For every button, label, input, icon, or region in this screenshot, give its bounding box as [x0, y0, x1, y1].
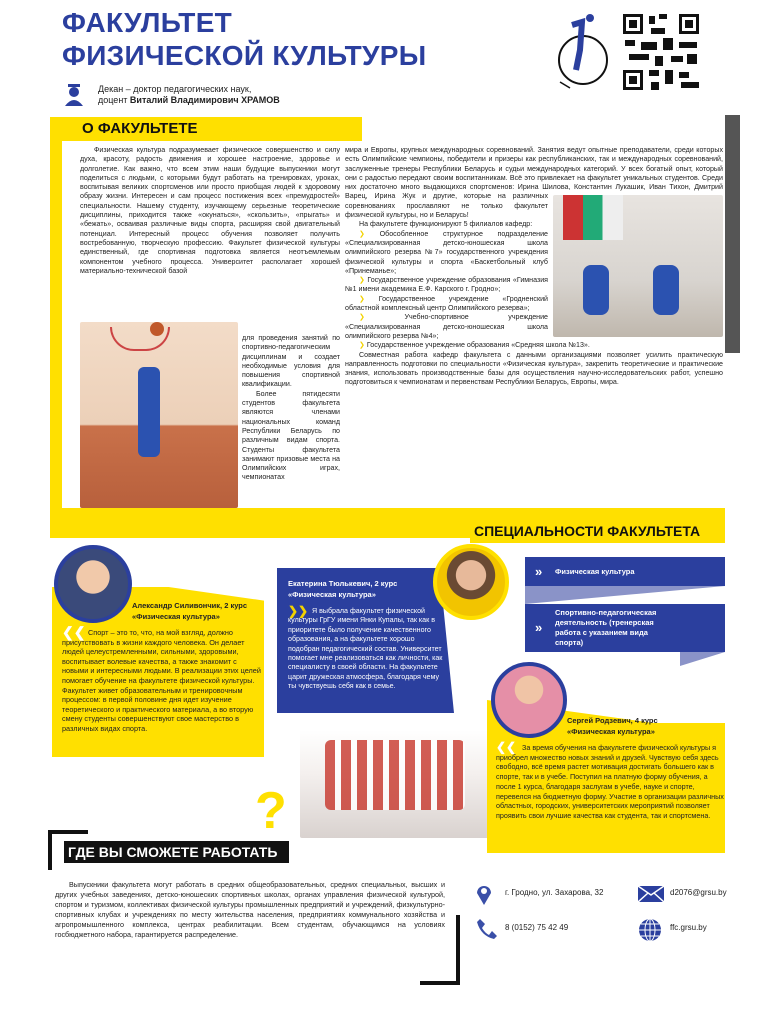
- about-col2: мира и Европы, крупных международных соревнований. Занятия ведут опытные преподаватели, среди которых есть Олимпийские чемпионы, победители и призеры как республиканских, так и международных соревнований, заслуженные тренеры Республики Беларусь и судьи международных категорий. У всех богатый опыт, который они с радостью передают своим воспитанникам. Всё это привлекает на факультет уникальных студентов. Среди них достаточно много выдающихся спортсменов: Ирина Шилова, Константин Лукашик, Иван Тихон, Дмитрий Варец, Ирина Жук и другие, которые на различных соревнованиях прославляют не только факультет физической культуры, но и Беларусь! На факультете функционируют 5 филиалов кафедр: ❯ Обособленное структурное подразделение «Специализированная детско-юношеская школа олимпийского резерва №7» государственного учреждения физической культуры и спорта «Баскетбольный клуб «Принеманье»; ❯ Государственное учреждение образования «Гимназия №1 имени академика Е.Ф. Карского г. Гродно»; ❯ Государственное учреждение «Гродненский областной комплексный центр Олимпийского резерва»; ❯ Учебно-спортивное учреждение «Специализированная детско-юношеская школа олимпийского резерва №4»; ❯ Государственное учреждение образования «Средняя школа №13». Совместная работа кафедр факультета с данными организациями позволяет усилить практическую направленность подготовки по специальности «Физическая культура», закрепить теоретические и практические знания, использовать производственные базы для осуществления научно-исследовательских работ, успешно подготовиться к чемпионатам и первенствам Республики Беларусь, Европы, мира.: [345, 146, 723, 387]
- team-photo: [300, 730, 490, 838]
- email-link[interactable]: d2076@grsu.by: [670, 888, 727, 897]
- quote-icon: ❮❮: [62, 624, 86, 640]
- branch-item: ❯ Учебно-спортивное учреждение «Специализированная детско-юношеская школа олимпийского резерва №4»;: [345, 313, 548, 340]
- branch-item: ❯ Государственное учреждение образования «Гимназия №1 имени академика Е.Ф. Карского г. Гродно»;: [345, 276, 548, 294]
- corner-bracket: [48, 830, 88, 834]
- branch-item: ❯ Государственное учреждение «Гродненский областной комплексный центр Олимпийского резерва»;: [345, 294, 548, 313]
- phone-number: 8 (0152) 75 42 49: [505, 923, 569, 932]
- quote-icon: ❯❯: [288, 604, 309, 618]
- corner-bracket: [48, 830, 52, 870]
- graduate-icon: [64, 82, 84, 106]
- location-pin-icon: [476, 883, 492, 905]
- address: г. Гродно, ул. Захарова, 32: [505, 888, 604, 897]
- volleyball-photo: [553, 195, 723, 337]
- branch-item: ❯ Государственное учреждение образования «Средняя школа №13».: [359, 341, 590, 350]
- page-title: ФАКУЛЬТЕТ ФИЗИЧЕСКОЙ КУЛЬТУРЫ: [62, 7, 427, 71]
- globe-icon: [638, 918, 662, 942]
- branch-item: ❯ Обособленное структурное подразделение «Специализированная детско-юношеская школа олимпийского резерва №7» государственного учреждения физической культуры и спорта «Баскетбольный клуб «Принеманье»;: [345, 229, 548, 275]
- about-heading: О ФАКУЛЬТЕТЕ: [50, 117, 362, 141]
- ribbon-fold: [680, 652, 725, 666]
- career-text: Выпускники факультета могут работать в средних общеобразовательных, средних специальных, высших и других учебных заведениях, детско-юношеских спортивных школах, органах управления физической культурой, спортом и туризмом, коллективах физической культуры промышленных предприятий и учреждений, физкультурно-спортивных клубах и учреждениях по месту жительства населения, предприятиях коммунального хозяйства и агропромышленного комплекса, центрах реабилитации. Всем студентам, обучающимся на условиях госбюджетного набора, гарантируется распределение.: [55, 880, 445, 939]
- specialties-heading: СПЕЦИАЛЬНОСТИ ФАКУЛЬТЕТА: [470, 520, 725, 543]
- ribbon-fold: [525, 586, 725, 604]
- dean-info: Декан – доктор педагогических наук, доцент Виталий Владимирович ХРАМОВ: [98, 84, 280, 105]
- envelope-icon: [638, 886, 664, 902]
- specialty-item: » Физическая культура: [525, 557, 725, 586]
- corner-bracket: [420, 981, 460, 985]
- specialty-item: » Спортивно-педагогическая деятельность (тренерская работа с указанием вида спорта): [525, 604, 725, 652]
- website-link[interactable]: ffc.grsu.by: [670, 923, 707, 932]
- avatar: [491, 662, 567, 738]
- basketball-photo: [80, 322, 238, 508]
- corner-bracket: [456, 915, 460, 985]
- question-mark: ?: [255, 782, 287, 840]
- yellow-frame-left: [50, 117, 62, 537]
- chevron-right-icon: »: [535, 563, 543, 579]
- gray-accent-block: [725, 115, 740, 353]
- chevron-right-icon: »: [535, 620, 543, 635]
- about-col1-cont: для проведения занятий по спортивно-педагогическим дисциплинам и создает необходимые условия для повышения спортивной квалификации. Более пятидесяти студентов факультета являются членами национальных команд Республики Беларусь по различным видам спорта. Студенты факультета занимают призовые места на Олимпийских играх, чемпионатах: [242, 334, 340, 482]
- quote-icon: ❮❮: [496, 740, 517, 754]
- about-col1: Физическая культура подразумевает физическое совершенство и силу духа, красоту, радость движения и хорошее настроение, здоровье и долголетие. Как важно, что всем этим наши будущие выпускники могут поделиться с людьми, с которыми будут работать на тренировках, уроках, воспитывая великих спортсменов или просто приобщая людей к здоровому образу жизни. Интересен и сам процесс постижения всех «премудростей» специальности. Нашему студенту, изучающему серьезные теоретические дисциплины, приходится также «окунаться», «скользить», «прыгать» и «бежать», осваивая различные виды спорта, расширяя свой двигательный потенциал. Интересный процесс обучения позволяет получить востребованную, творческую профессию. Факультет физической культуры единственный, где спортивная подготовка является неотъемлемым компонентом учебного процесса. Университет располагает хорошей материально-технической базой: [80, 146, 340, 275]
- career-heading: ГДЕ ВЫ СМОЖЕТЕ РАБОТАТЬ: [64, 841, 289, 863]
- avatar: [54, 545, 132, 623]
- faculty-logo: [550, 10, 610, 90]
- phone-icon: [476, 918, 498, 940]
- qr-code: [621, 12, 701, 92]
